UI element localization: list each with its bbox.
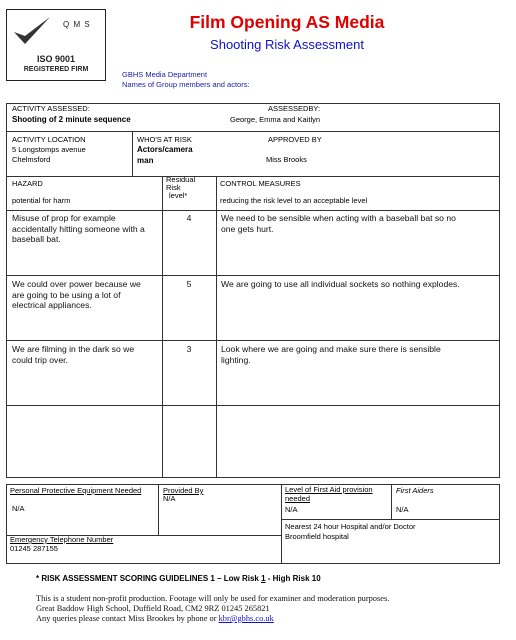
table-row: We are filming in the dark so we could trip over.: [12, 344, 135, 365]
control-measures-subheader: reducing the risk level to an acceptable level: [220, 196, 368, 205]
provided-by-label: Provided By: [163, 486, 204, 495]
emergency-phone-label: Emergency Telephone Number: [10, 535, 114, 544]
whos-at-risk-label: WHO'S AT RISK: [137, 135, 192, 144]
risk-level-value: 5: [186, 279, 192, 289]
table-row: Misuse of prop for example accidentally hitting someone with a baseball bat.: [12, 213, 145, 244]
whos-at-risk-line-1: Actors/camera: [137, 145, 193, 154]
ppe-value: N/A: [12, 504, 25, 513]
contact-line: Any queries please contact Miss Brookes by phone or kbr@gbhs.co.uk: [36, 614, 274, 623]
checkmark-icon: [11, 14, 53, 48]
control-measure: Look where we are going and make sure there is sensible lighting.: [221, 344, 441, 365]
registered-firm-label: REGISTERED FIRM: [23, 66, 89, 73]
scoring-guidelines: * RISK ASSESSMENT SCORING GUIDELINES 1 – Low Risk 1 - High Risk 10: [36, 574, 321, 583]
control-measure: We are going to use all individual sockets so nothing explodes.: [221, 279, 460, 289]
department-info: [122, 70, 250, 89]
contact-email-link[interactable]: kbr@gbhs.co.uk: [218, 614, 274, 623]
activity-assessed-label: ACTIVITY ASSESSED:: [12, 104, 90, 113]
provided-by-value: N/A: [163, 494, 176, 503]
whos-at-risk-line-2: man: [137, 156, 154, 165]
activity-location-label: ACTIVITY LOCATION: [12, 135, 86, 144]
first-aiders-value: N/A: [396, 505, 409, 514]
ppe-first-aid-table: [6, 484, 500, 564]
page-subtitle: Shooting Risk Assessment: [210, 37, 364, 52]
ppe-label: Personal Protective Equipment Needed: [10, 486, 142, 495]
emergency-phone-value: 01245 287155: [10, 544, 58, 553]
location-line-2: Chelmsford: [12, 155, 51, 164]
page-title: Film Opening AS Media: [189, 12, 385, 32]
risk-level-value: 3: [186, 344, 192, 354]
iso-label: ISO 9001: [36, 54, 76, 64]
hospital-label: Nearest 24 hour Hospital and/or Doctor: [285, 522, 416, 531]
school-address: Great Baddow High School, Duffield Road, CM2 9RZ 01245 265821: [36, 604, 270, 613]
hazard-subheader: potential for harm: [12, 196, 71, 205]
approved-by-label: APPROVED BY: [268, 135, 322, 144]
assessed-by-label: ASSESSEDBY:: [268, 104, 321, 113]
table-row: We could over power because we are going to be using a lot of electrical appliances.: [12, 279, 141, 310]
first-aid-label: Level of First Aid provision needed: [285, 485, 373, 503]
production-notice: This is a student non-profit production. Footage will only be used for examiner and moderation purposes.: [36, 594, 390, 603]
qms-mark: Q M S: [63, 20, 91, 29]
location-line-1: 5 Longstomps avenue: [12, 145, 86, 154]
hazard-header: HAZARD: [12, 179, 43, 188]
department-name: GBHS Media Department: [122, 70, 208, 79]
approved-by-value: Miss Brooks: [266, 155, 307, 164]
activity-assessed-value: Shooting of 2 minute sequence: [12, 115, 131, 124]
first-aiders-label: First Aiders: [396, 486, 434, 495]
risk-level-value: 4: [186, 213, 192, 223]
group-members-note: Names of Group members and actors:: [122, 79, 250, 89]
hospital-value: Broomfield hospital: [285, 532, 349, 541]
control-measures-header: CONTROL MEASURES: [220, 179, 301, 188]
iso-logo: [6, 9, 106, 81]
risk-level-header: Residual Risk level*: [166, 175, 196, 200]
control-measure: We need to be sensible when acting with a baseball bat so no one gets hurt.: [221, 213, 456, 234]
assessed-by-value: George, Emma and Kaitlyn: [230, 115, 321, 124]
first-aid-value: N/A: [285, 505, 298, 514]
